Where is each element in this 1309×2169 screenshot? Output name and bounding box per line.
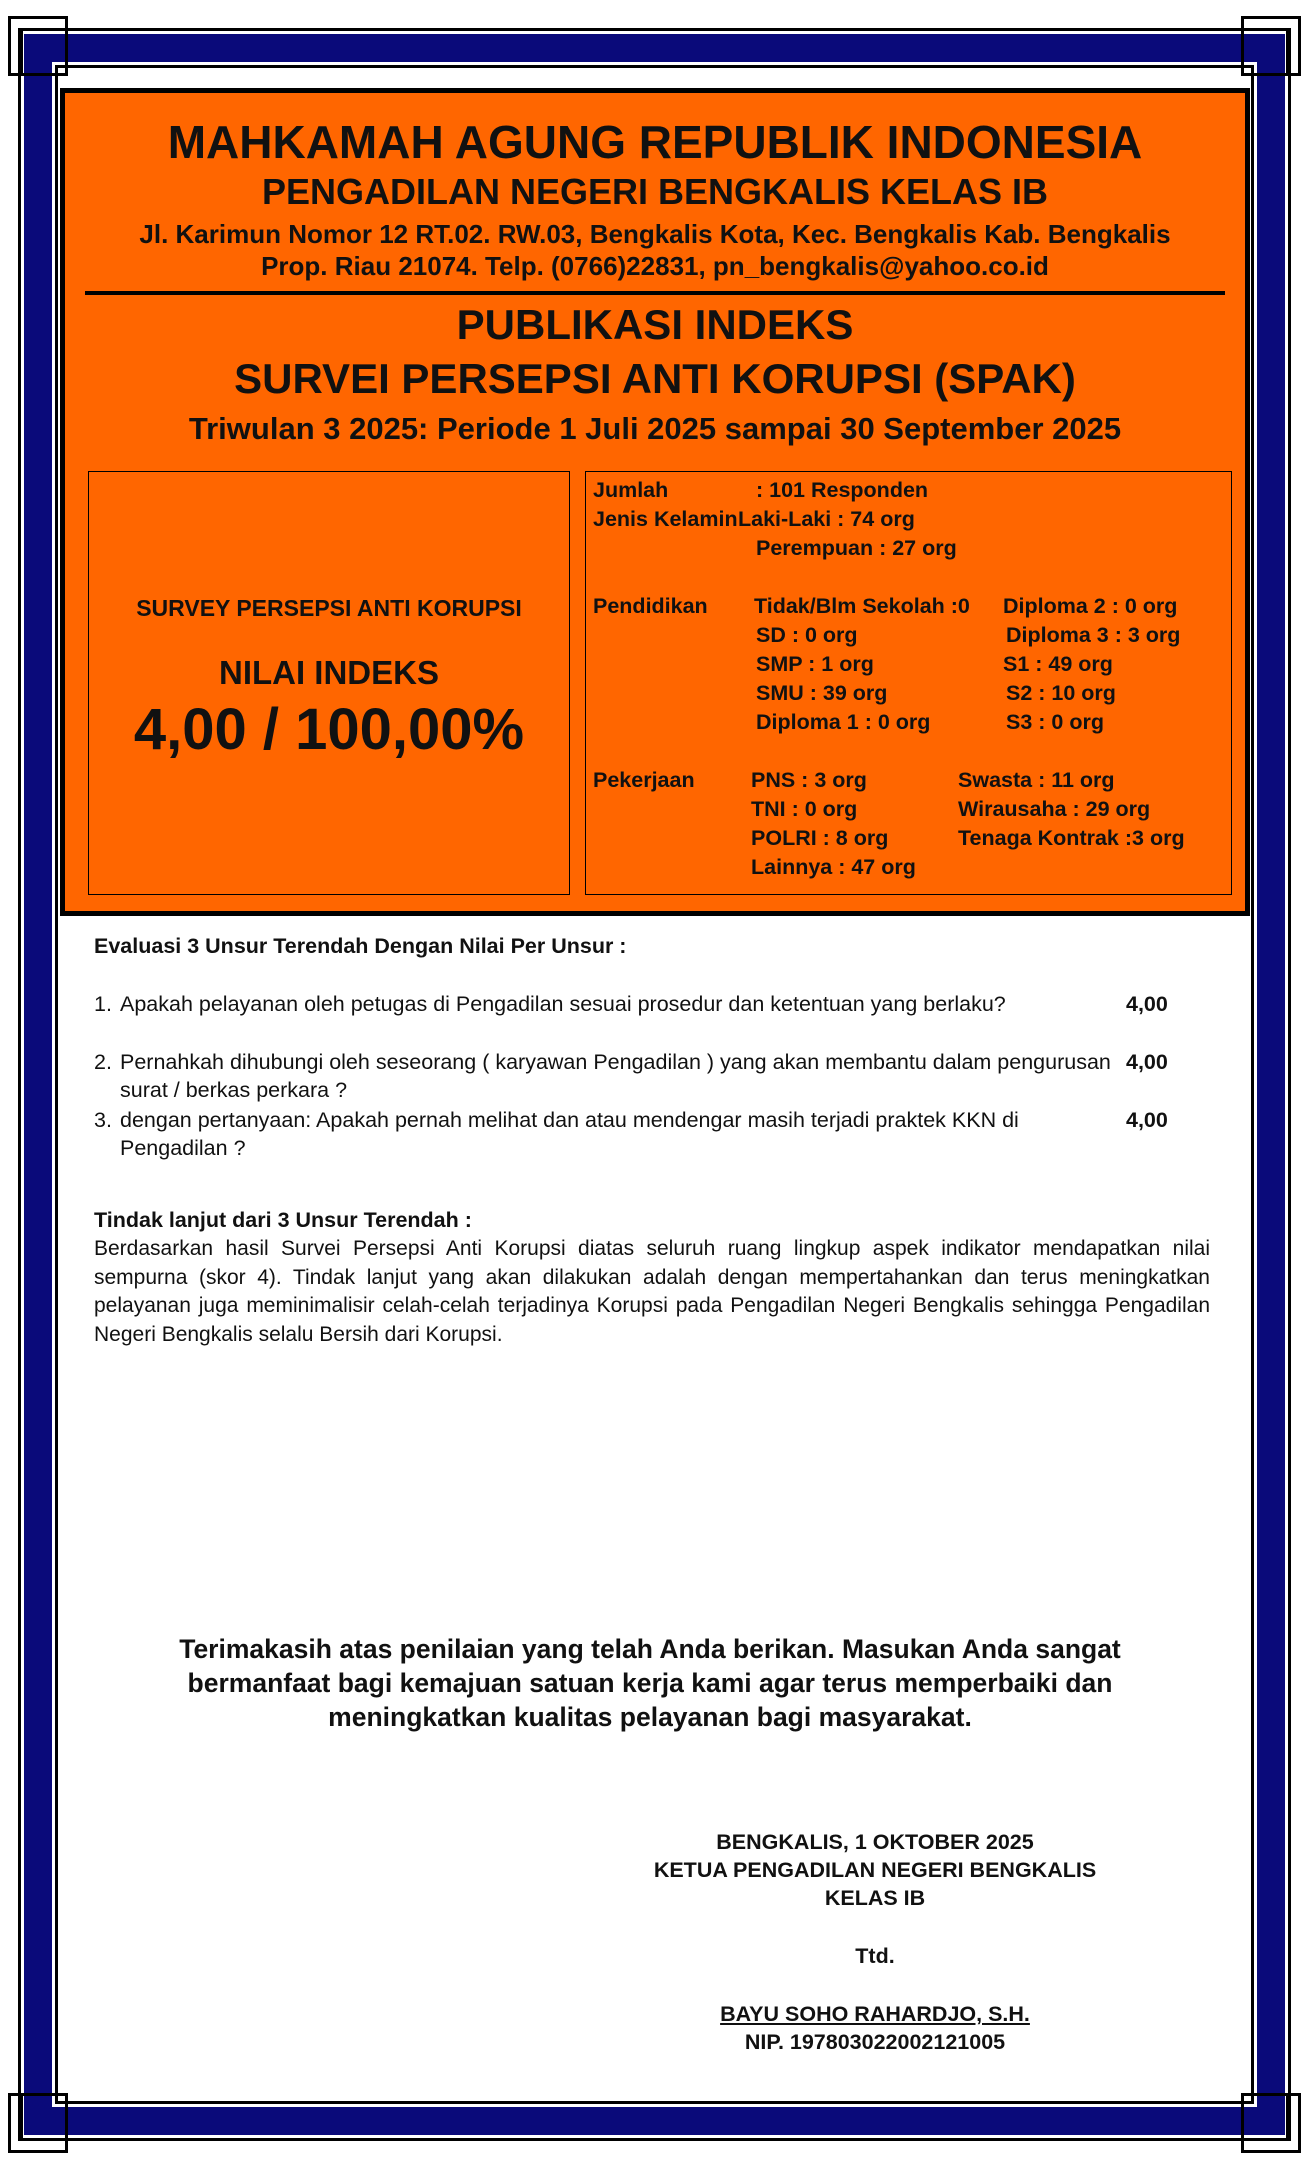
signature-place-date: BENGKALIS, 1 OKTOBER 2025 [716, 1830, 1034, 1854]
education-item: SMP : 1 org [756, 652, 874, 676]
address-line-1: Jl. Karimun Nomor 12 RT.02. RW.03, Bengkalis Kota, Kec. Bengkalis Kab. Bengkalis [139, 219, 1171, 249]
gender-male: Laki-Laki : 74 org [738, 507, 915, 531]
education-item: S1 : 49 org [1003, 652, 1113, 676]
corner-ornament [20, 28, 68, 76]
occupation-item: POLRI : 8 org [751, 826, 889, 850]
index-value: 4,00 / 100,00% [133, 697, 525, 762]
demographics-panel [585, 471, 1232, 895]
education-item: Tidak/Blm Sekolah :0 [754, 594, 970, 618]
education-item: S3 : 0 org [1006, 710, 1104, 734]
signature-name: BAYU SOHO RAHARDJO, S.H. [720, 2002, 1030, 2026]
occupation-label: Pekerjaan [593, 768, 695, 792]
index-panel-title: SURVEY PERSEPSI ANTI KORUPSI [136, 595, 522, 621]
gender-female: Perempuan : 27 org [756, 536, 957, 560]
occupation-item: Lainnya : 47 org [751, 855, 916, 879]
occupation-item: Wirausaha : 29 org [958, 797, 1151, 821]
signature-position: KETUA PENGADILAN NEGERI BENGKALIS [653, 1858, 1097, 1882]
header-box [60, 88, 1250, 916]
evaluation-title: Evaluasi 3 Unsur Terendah Dengan Nilai Per Unsur : [94, 934, 627, 958]
corner-ornament [1241, 28, 1289, 76]
institution-title: MAHKAMAH AGUNG REPUBLIK INDONESIA [167, 116, 1143, 168]
evaluation-item-number: 2. [94, 1050, 112, 1074]
evaluation-item-score: 4,00 [1126, 992, 1168, 1016]
evaluation-item-number: 1. [94, 992, 112, 1016]
evaluation-item-text: Pernahkah dihubungi oleh seseorang ( karyawan Pengadilan ) yang akan membantu dalam pengurusan surat / berkas perkara ? [120, 1050, 1111, 1102]
education-item: Diploma 1 : 0 org [756, 710, 931, 734]
header-divider [85, 291, 1225, 295]
signature-ttd: Ttd. [855, 1944, 895, 1968]
education-item: Diploma 2 : 0 org [1003, 594, 1178, 618]
publication-title: PUBLIKASI INDEKS [456, 301, 854, 348]
index-label: NILAI INDEKS [218, 654, 439, 691]
evaluation-item-number: 3. [94, 1108, 112, 1132]
gender-label: Jenis Kelamin [593, 507, 738, 531]
thanks-message: Terimakasih atas penilaian yang telah Anda berikan. Masukan Anda sangat bermanfaat bagi kemajuan satuan kerja kami agar terus memperbaiki dan meningkatkan kualitas pelayanan bagi masyarakat. [179, 1634, 1121, 1732]
survey-period: Triwulan 3 2025: Periode 1 Juli 2025 sampai 30 September 2025 [188, 411, 1122, 446]
corner-ornament [20, 2093, 68, 2141]
respondent-count-value: : 101 Responden [756, 478, 929, 502]
evaluation-item-score: 4,00 [1126, 1050, 1168, 1074]
survey-title: SURVEI PERSEPSI ANTI KORUPSI (SPAK) [234, 355, 1076, 402]
evaluation-item-score: 4,00 [1126, 1108, 1168, 1132]
evaluation-item-text: Apakah pelayanan oleh petugas di Pengadilan sesuai prosedur dan ketentuan yang berlaku? [120, 992, 1006, 1016]
address-line-2: Prop. Riau 21074. Telp. (0766)22831, pn_bengkalis@yahoo.co.id [261, 251, 1049, 281]
occupation-item: Tenaga Kontrak :3 org [958, 826, 1185, 850]
education-label: Pendidikan [593, 594, 708, 618]
signature-name-wrap [600, 2002, 1150, 2027]
court-name: PENGADILAN NEGERI BENGKALIS KELAS IB [261, 171, 1049, 212]
occupation-item: Swasta : 11 org [958, 768, 1115, 792]
education-item: S2 : 10 org [1006, 681, 1116, 705]
index-panel [88, 471, 570, 895]
signature-position-class: KELAS IB [824, 1886, 926, 1910]
follow-up-title: Tindak lanjut dari 3 Unsur Terendah : [94, 1208, 472, 1232]
education-item: Diploma 3 : 3 org [1006, 623, 1181, 647]
signature-nip: NIP. 197803022002121005 [744, 2030, 1006, 2054]
occupation-item: PNS : 3 org [751, 768, 867, 792]
corner-ornament [1241, 2093, 1289, 2141]
follow-up-body: Berdasarkan hasil Survei Persepsi Anti Korupsi diatas seluruh ruang lingkup aspek indikator mendapatkan nilai sempurna (skor 4). Tindak lanjut yang akan dilakukan adalah dengan mempertahankan dan terus meningkatkan pelayanan juga meminimalisir celah-celah terjadinya Korupsi pada Pengadilan Negeri Bengkalis sehingga Pengadilan Negeri Bengkalis selalu Bersih dari Korupsi. [94, 1237, 1210, 1346]
education-item: SMU : 39 org [756, 681, 888, 705]
occupation-item: TNI : 0 org [751, 797, 858, 821]
education-item: SD : 0 org [756, 623, 858, 647]
evaluation-item-text: dengan pertanyaan: Apakah pernah melihat dan atau mendengar masih terjadi praktek KKN di Pengadilan ? [120, 1108, 1019, 1160]
respondent-count-label: Jumlah [593, 478, 669, 502]
